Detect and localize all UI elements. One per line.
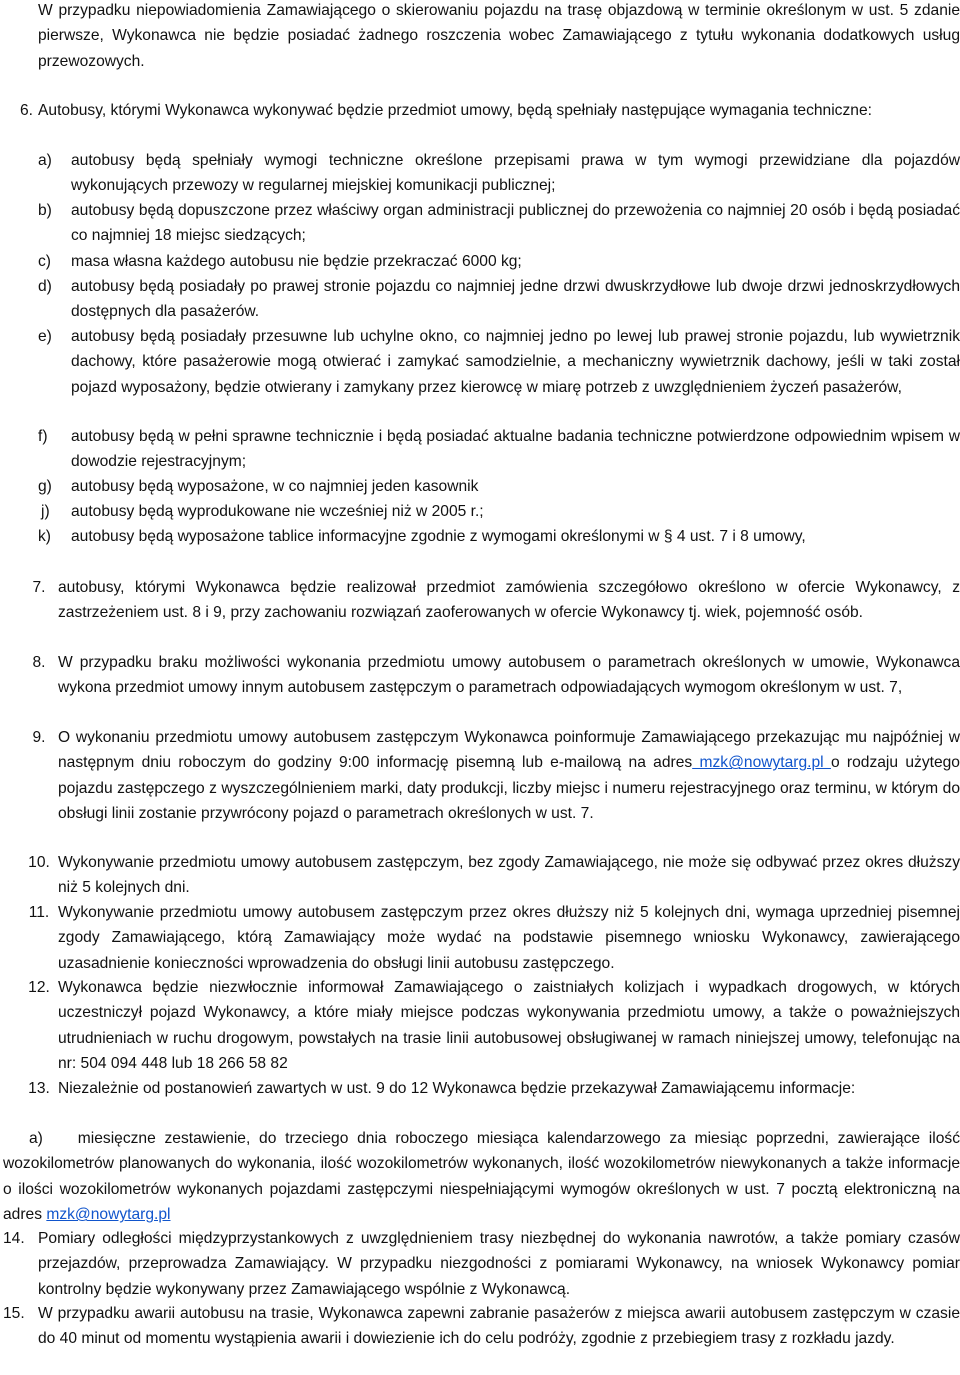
item-text: autobusy będą wyposażone tablice informacyjne zgodnie z wymogami określonymi w § 4 ust. 7 i 8 umowy, [71, 528, 806, 545]
section-6 [20, 98, 960, 123]
list-item [38, 324, 960, 400]
section-text-part: o rodzaju użytego pojazdu zastępczego z wyszczególnieniem marki, daty produkcji, liczby miejsc i numeru rejestracyjnego oraz terminu, w którym do obsługi linii zostanie przywrócony pojazd o parametrach określonych w ust. 7. [58, 754, 960, 823]
list-item [38, 524, 960, 549]
section-11 [20, 900, 960, 976]
list-item [38, 274, 960, 325]
section-10 [20, 850, 960, 901]
item-letter: d) [38, 278, 52, 295]
section-text: Wykonawca będzie niezwłocznie informował Zamawiającego o zaistniałych kolizjach i wypadkach drogowych, w których uczestniczył pojazd Wykonawcy, a które miały miejsce podczas wykonywania przedmiotu umowy, a także o poważniejszych utrudnieniach w ruchu drogowym, powstałych na trasie linii autobusowej obsługiwanej w ramach niniejszej umowy, telefonując na nr: 504 094 448 lub 18 266 58 82 [58, 979, 960, 1073]
item-text: masa własna każdego autobusu nie będzie przekraczać 6000 kg; [71, 253, 522, 270]
section-14 [3, 1226, 960, 1302]
list-item [38, 148, 960, 199]
intro-paragraph: W przypadku niepowiadomienia Zamawiającego o skierowaniu pojazdu na trasę objazdową w terminie określonym w ust. 5 zdanie pierwsze, Wykonawca nie będzie posiadać żadnego roszczenia wobec Zamawiającego z tytułu wykonania dodatkowych usług przewozowych. [38, 2, 960, 70]
section-number: 11. [28, 904, 50, 921]
item-text: autobusy będą wyposażone, w co najmniej jeden kasownik [71, 478, 479, 495]
section-text: Autobusy, którymi Wykonawca wykonywać będzie przedmiot umowy, będą spełniały następujące wymagania techniczne: [38, 102, 872, 119]
email-link[interactable]: mzk@nowytarg.pl [692, 754, 831, 772]
item-text: autobusy będą posiadały przesuwne lub uchylne okno, co najmniej jedno po lewej lub prawej stronie pojazdu, lub wywietrznik dachowy, które pasażerowie mogą otwierać i zamykać samodzielnie, a mechaniczny wywietrznik dachowy, jeśli w taki został pojazd wyposażony, będzie otwierany i zamykany przez kierowcę w miarę potrzeb z uwzględnieniem życzeń pasażerów, [71, 328, 960, 396]
list-item [38, 474, 960, 499]
item-text: autobusy będą wyprodukowane nie wcześniej niż w 2005 r.; [71, 503, 484, 520]
list-item [38, 249, 960, 274]
section-text: Niezależnie od postanowień zawartych w ust. 9 do 12 Wykonawca będzie przekazywał Zamawiającemu informacje: [58, 1080, 856, 1097]
section-text: Wykonywanie przedmiotu umowy autobusem zastępczym przez okres dłuższy niż 5 kolejnych dni, wymaga uprzedniej pisemnej zgody Zamawiającego, którą Zamawiający może wydać na podstawie pisemnego wniosku Wykonawcy, zawierającego uzasadnienie konieczności wprowadzenia do obsługi linii autobusu zastępczego. [58, 904, 960, 972]
section-number: 7. [32, 579, 46, 596]
section-text: autobusy, którymi Wykonawca będzie realizował przedmiot zamówienia szczegółowo określono w ofercie Wykonawcy, z zastrzeżeniem ust. 8 i 9, przy zachowaniu rozwiązań zaoferowanych w ofercie Wykonawcy tj. wiek, pojemność osób. [58, 579, 960, 622]
list-item [38, 198, 960, 249]
item-letter: k) [38, 528, 51, 545]
section-15 [3, 1301, 960, 1352]
item-text: autobusy będą w pełni sprawne technicznie i będą posiadać aktualne badania techniczne potwierdzone odpowiednim wpisem w dowodzie rejestracyjnym; [71, 428, 960, 471]
section-text: W przypadku awarii autobusu na trasie, Wykonawca zapewni zabranie pasażerów z miejsca awarii autobusem zastępczym w czasie do 40 minut od momentu wystąpienia awarii i dowiezienie ich do celu podróży, zgodnie z przebiegiem trasy z rozkładu jazdy. [38, 1305, 960, 1348]
list-item [41, 499, 960, 524]
item-letter: a) [29, 1130, 43, 1147]
section-8 [20, 650, 960, 701]
section-number: 8. [32, 654, 46, 671]
item-text: autobusy będą dopuszczone przez właściwy organ administracji publicznej do przewożenia co najmniej 20 osób i będą posiadać co najmniej 18 miejsc siedzących; [71, 202, 960, 245]
section-13 [20, 1076, 960, 1101]
item-text: miesięczne zestawienie, do trzeciego dnia roboczego miesiąca kalendarzowego za miesiąc poprzedni, zawierające ilość wozokilometrów planowanych do wykonania, ilość wozokilometrów wykonanych, ilość wozokilometrów niewykonanych a także informacje o ilości wozokilometrów wykonanych pojazdami zastępczymi niespełniającymi wymogów określonych w ust. 7 pocztą elektroniczną na adres [3, 1130, 960, 1224]
item-letter: g) [38, 478, 52, 495]
section-text: Wykonywanie przedmiotu umowy autobusem zastępczym, bez zgody Zamawiającego, nie może się odbywać przez okres dłuższy niż 5 kolejnych dni. [58, 854, 960, 897]
item-letter: f) [38, 428, 48, 445]
section-9 [20, 725, 960, 827]
section-number: 14. [3, 1230, 25, 1247]
item-letter: b) [38, 202, 52, 219]
item-text: autobusy będą posiadały po prawej stronie pojazdu co najmniej jedne drzwi dwuskrzydłowe lub dwoje drzwi jednoskrzydłowych dostępnych dla pasażerów. [71, 278, 960, 321]
section-number: 6. [20, 102, 34, 119]
item-letter: c) [38, 253, 51, 270]
section-text [58, 725, 960, 827]
email-link[interactable]: mzk@nowytarg.pl [46, 1206, 171, 1224]
item-text: autobusy będą spełniały wymogi techniczne określone przepisami prawa w tym wymogi przewidziane dla pojazdów wykonujących przewozy w regularnej miejskiej komunikacji publicznej; [71, 152, 960, 195]
section-number: 12. [28, 979, 50, 996]
section-12 [20, 975, 960, 1077]
item-letter: j) [41, 503, 50, 520]
section-text: W przypadku braku możliwości wykonania przedmiotu umowy autobusem o parametrach określonych w umowie, Wykonawca wykona przedmiot umowy innym autobusem zastępczym o parametrach odpowiadających wymogom określonym w ust. 7, [58, 654, 960, 697]
section-number: 9. [32, 729, 46, 746]
section-text-part: O wykonaniu przedmiotu umowy autobusem zastępczym Wykonawca poinformuje Zamawiającego przekazując mu najpóźniej w następnym dniu roboczym do godziny 9:00 informację pisemną lub e-mailową na adres [58, 729, 960, 772]
list-item [38, 424, 960, 475]
section-number: 15. [3, 1305, 25, 1322]
item-letter: e) [38, 328, 52, 345]
section-number: 13. [28, 1080, 50, 1097]
section-text: Pomiary odległości międzyprzystankowych z uwzględnieniem trasy niezbędnej do wykonania nawrotów, a także pomiary czasów przejazdów, przeprowadza Zamawiający. W przypadku niezgodności z pomiarami Wykonawcy, na wniosek Wykonawcy pomiar kontrolny będzie wykonywany przez Zamawiającego wspólnie z Wykonawcą. [38, 1230, 960, 1298]
item-letter: a) [38, 152, 52, 169]
section-13-item-a [3, 1126, 960, 1228]
section-7 [20, 575, 960, 626]
section-number: 10. [28, 854, 50, 871]
